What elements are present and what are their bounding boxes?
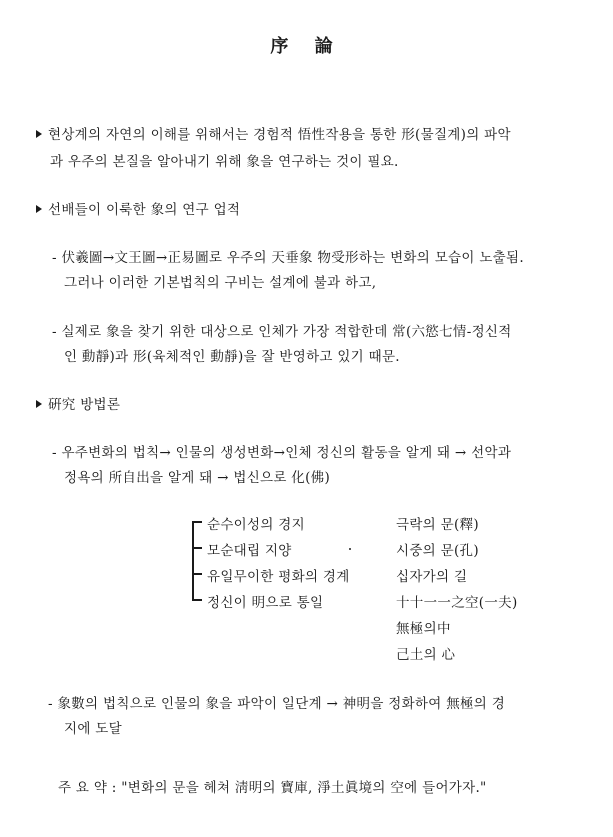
section-2-item-2-line-2: 인 動靜)과 形(육체적인 動靜)을 잘 반영하고 있기 때문. — [64, 349, 400, 365]
bracket-right-item: 十十一一之空(一夫) — [396, 595, 518, 611]
section-2-item-1-line-1: - 伏羲圖→文王圖→正易圖로 우주의 天垂象 物受形하는 변화의 모습이 노출됨. — [52, 250, 524, 266]
section-4-line-1: - 象數의 법칙으로 인물의 象을 파악이 일단계 → 神明을 정화하여 無極의 경 — [48, 696, 506, 712]
bracket-tick — [192, 599, 202, 601]
section-3-item-1-line-2: 정욕의 所自出을 알게 돼 → 법신으로 化(佛) — [64, 470, 331, 486]
bullet-triangle-icon — [36, 205, 42, 213]
section-1-line-2: 과 우주의 본질을 알아내기 위해 象을 연구하는 것이 필요. — [50, 154, 399, 170]
bracket-tick — [192, 573, 202, 575]
section-3-item-1-line-1: - 우주변화의 법칙→ 인물의 생성변화→인체 정신의 활동을 알게 돼 → 선악과 — [52, 445, 512, 461]
section-1-text-1: 현상계의 자연의 이해를 위해서는 경험적 悟性작용을 통한 形(물질계)의 파악 — [48, 127, 511, 143]
bracket-tick — [192, 547, 202, 549]
bullet-triangle-icon — [36, 130, 42, 138]
section-2-item-2-line-1: - 실제로 象을 찾기 위한 대상으로 인체가 가장 적합한데 常(六慾七情-정신적 — [52, 324, 512, 340]
section-3-heading-text: 硏究 방법론 — [48, 397, 121, 413]
bracket-right-item: 십자가의 길 — [396, 569, 468, 585]
summary-text: "변화의 문을 헤쳐 淸明의 寶庫, 淨土眞境의 空에 들어가자." — [121, 780, 487, 796]
bracket-line — [192, 521, 202, 599]
page-title: 序 論 — [270, 36, 343, 57]
section-1-line-1 — [36, 123, 511, 143]
bracket-right-item: 己土의 心 — [396, 647, 456, 663]
stray-dot — [349, 548, 351, 550]
bracket-left-item: 정신이 明으로 통일 — [207, 595, 324, 611]
section-2-heading-text: 선배들이 이룩한 象의 연구 업적 — [48, 202, 241, 218]
bracket-right-item: 無極의中 — [396, 621, 451, 637]
section-2-heading — [36, 198, 240, 218]
bracket-left-item: 순수이성의 경지 — [207, 517, 305, 533]
bracket-tick — [192, 521, 202, 523]
bracket-left-item: 모순대립 지양 — [207, 543, 292, 559]
summary-line — [58, 776, 487, 796]
section-4-line-2: 지에 도달 — [64, 721, 122, 737]
bracket-right-item: 극락의 문(釋) — [396, 517, 479, 533]
summary-label: 주 요 약 : — [58, 780, 117, 796]
bullet-triangle-icon — [36, 400, 42, 408]
bracket-left-item: 유일무이한 평화의 경계 — [207, 569, 350, 585]
section-2-item-1-line-2: 그러나 이러한 기본법칙의 구비는 설계에 불과 하고, — [64, 275, 377, 291]
bracket-right-item: 시중의 문(孔) — [396, 543, 479, 559]
section-3-heading — [36, 393, 120, 413]
